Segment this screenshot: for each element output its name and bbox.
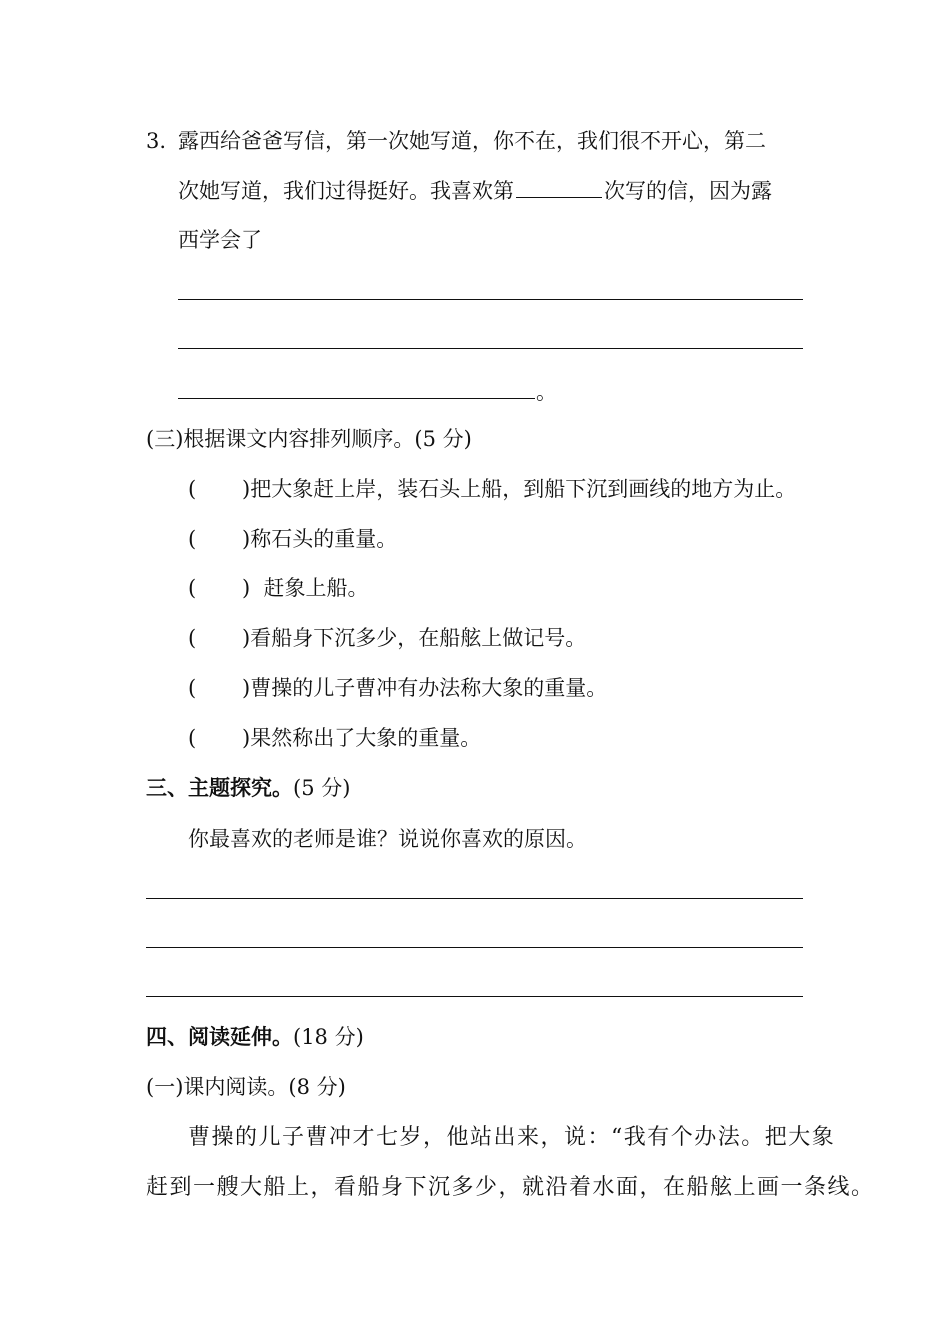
part4-subtitle: (一)课内阅读。(8 分) bbox=[146, 1075, 346, 1099]
part3-prompt: 你最喜欢的老师是谁？说说你喜欢的原因。 bbox=[188, 827, 587, 851]
reading-passage-line-2: 赶到一艘大船上，看船身下沉多少，就沿着水面，在船舷上画一条线。 bbox=[146, 1175, 875, 1200]
list-item bbox=[188, 525, 398, 553]
part4-title-text: 四、阅读延伸。 bbox=[146, 1024, 293, 1049]
item-text: )果然称出了大象的重量。 bbox=[242, 726, 482, 750]
part4-title-score: (18 分) bbox=[293, 1025, 364, 1049]
item-text: )曹操的儿子曹冲有办法称大象的重量。 bbox=[242, 676, 608, 700]
part4-title bbox=[146, 1023, 364, 1051]
order-input-3[interactable] bbox=[200, 574, 240, 602]
question-line-2 bbox=[178, 177, 772, 205]
order-input-6[interactable] bbox=[200, 724, 240, 752]
part3-title bbox=[146, 774, 350, 802]
answer-line-1[interactable] bbox=[178, 299, 803, 300]
question-line-3: 西学会了 bbox=[178, 228, 262, 252]
answer-line-4[interactable] bbox=[146, 898, 803, 899]
paren-open: ( bbox=[188, 626, 197, 650]
paren-open: ( bbox=[188, 576, 197, 600]
paren-open: ( bbox=[188, 527, 197, 551]
list-item bbox=[188, 475, 797, 503]
question-line-1: 露西给爸爸写信，第一次她写道，你不在，我们很不开心，第二 bbox=[178, 129, 766, 153]
item-text: )看船身下沉多少，在船舷上做记号。 bbox=[242, 626, 587, 650]
part3-title-score: (5 分) bbox=[293, 776, 351, 800]
paren-open: ( bbox=[188, 676, 197, 700]
item-text: )称石头的重量。 bbox=[242, 527, 398, 551]
order-input-5[interactable] bbox=[200, 674, 240, 702]
paren-open: ( bbox=[188, 477, 197, 501]
list-item bbox=[188, 724, 482, 752]
list-item bbox=[188, 674, 608, 702]
answer-end-mark: 。 bbox=[536, 380, 557, 404]
order-input-2[interactable] bbox=[200, 525, 240, 553]
paren-open: ( bbox=[188, 726, 197, 750]
question-line-2-after: 次写的信，因为露 bbox=[604, 179, 772, 203]
list-item bbox=[188, 624, 587, 652]
question-number: 3. bbox=[146, 129, 167, 153]
order-input-1[interactable] bbox=[200, 475, 240, 503]
question-line-2-before: 次她写道，我们过得挺好。我喜欢第 bbox=[178, 179, 514, 203]
answer-line-3[interactable] bbox=[178, 398, 535, 399]
reading-passage-line-1: 曹操的儿子曹冲才七岁，他站出来，说：“我有个办法。把大象 bbox=[188, 1125, 836, 1150]
fill-blank-which-letter[interactable] bbox=[516, 177, 602, 198]
list-item bbox=[188, 574, 369, 602]
ordering-title: (三)根据课文内容排列顺序。(5 分) bbox=[146, 427, 472, 451]
item-text: ) 赶象上船。 bbox=[242, 576, 369, 600]
part3-title-text: 三、主题探究。 bbox=[146, 775, 293, 800]
item-text: )把大象赶上岸，装石头上船，到船下沉到画线的地方为止。 bbox=[242, 477, 797, 501]
order-input-4[interactable] bbox=[200, 624, 240, 652]
answer-line-6[interactable] bbox=[146, 996, 803, 997]
answer-line-2[interactable] bbox=[178, 348, 803, 349]
answer-line-5[interactable] bbox=[146, 947, 803, 948]
